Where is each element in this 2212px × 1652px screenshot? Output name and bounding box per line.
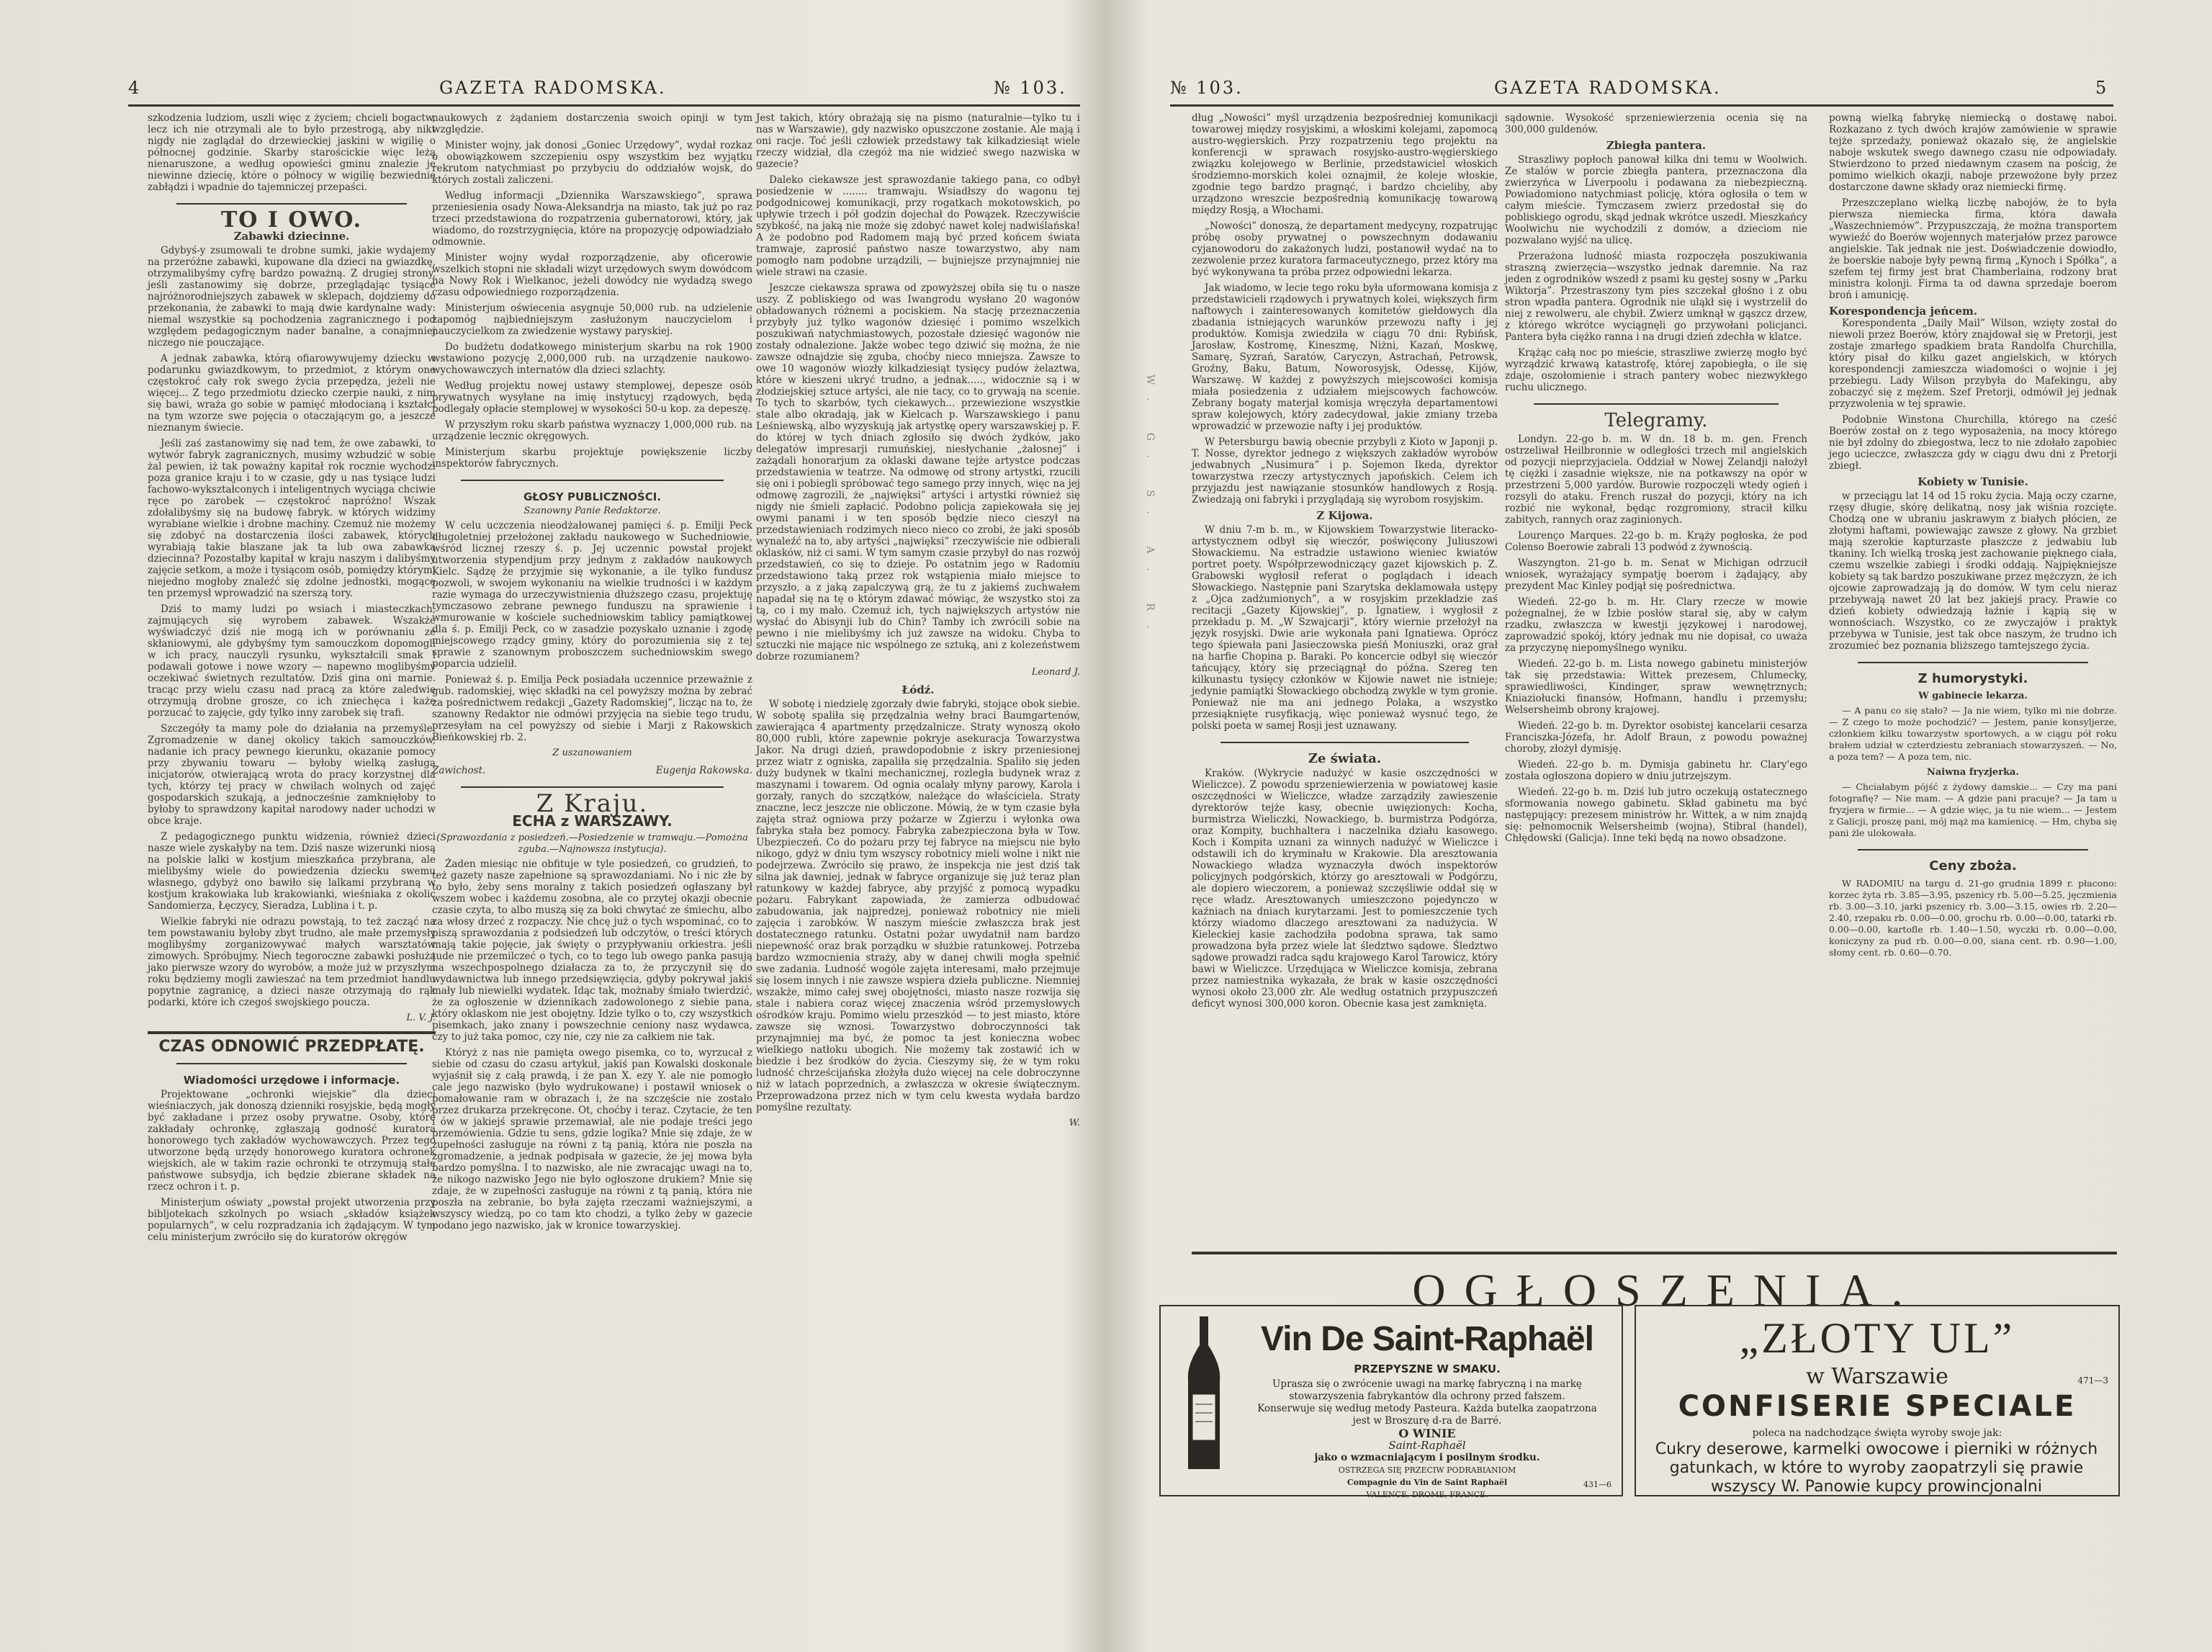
section-summary: (Sprawozdania z posiedzeń.—Posiedzenie w tramwaju.—Pomożna zguba.—Najnowsza instytucja). bbox=[436, 832, 748, 855]
col-paragraph: Podobnie Winstona Churchilla, którego na cześć Boerów został on z tego wyposażenia, na mocy którego nie był zdolny do zbiegostwa, lecz to nie zdołało zapobiec jego ucieczce, zwłaszcza gdy w ciągu dwu dni z Pretorji zbiegł. bbox=[1829, 414, 2117, 472]
col-paragraph: Korespondenta „Daily Mail” Wilson, wzięty został do niewoli przez Boerów, który znajdował się w Pretorji, jest zostaje zmarłego spadkiem brata Randolfa Churchilla, który pisał do kilku gazet angielskich, w których korespondencji zamieszcza wiadomości o wojnie i jej przebiegu. Lady Wilson przybyła do Mafekingu, aby zobaczyć się z mężem. Szef Pretorji, odmówił jej jednak przyzwolenia w tej sprawie. bbox=[1829, 318, 2117, 410]
right-column-3 bbox=[1829, 112, 2117, 963]
col-paragraph: Projektowane „ochronki wiejskie” dla dzieci wieśniaczych, jak donoszą dzienniki rosyjskie, będą mogły być zakładane i przez osoby prywatne. Osoby, które zakładały ochronkę, zgłaszają godność kuratora honorowego tych zakładów wychowawczych. Przez tego utworzone będą urzędy honorowego kuratora ochronek wiejskich, ale w takim razie ochronki te otrzymują stałe państwowe subsydja, ich będzie zbierane składek na rzecz ochron i t. p. bbox=[148, 1089, 436, 1193]
col-paragraph: Ponieważ ś. p. Emilja Peck posiadała uczennice przeważnie z gub. radomskiej, więc składki na cel powyższy można by zebrać za pośrednictwem redakcji „Gazety Radomskiej”, licząc na to, że szanowny Redaktor nie odmówi przyjęcia na siebie tego trudu, przesyłam na cel powyższy od siebie i Marji z Rakowskich Bieńkowskiej rb. 2. bbox=[432, 674, 752, 743]
ad-title: „ZŁOTY UL” bbox=[1739, 1314, 2015, 1362]
col-paragraph: — A panu co się stało? — Ja nie wiem, tylko mi nie dobrze. — Z czego to może pochodzić? — Jestem, panie konsyljerze, członkiem kilku towarzystw sportowych, a w ciągu pół roku brałem udział w czterdziestu zebraniach stowarzyszeń. — No, a poza tem? — A poza tem, nic. bbox=[1829, 705, 2117, 762]
section-heading: Telegramy. bbox=[1604, 410, 1708, 431]
section-heading: Ze świata. bbox=[1308, 751, 1382, 766]
col-paragraph: Żaden miesiąc nie obfituje w tyle posiedzeń, co grudzień, to też gazety nasze zapełnione są sprawozdaniami. No i nic złe by to było, żeby sens moralny z takich posiedzeń ogłaszany był wszem wobec i każdemu zosobna, ale co przytej okazji obecnie czasie czyta, to albo muszą się za boki chwytać ze śmiechu, albo za włosy drzeć z rozpaczy. Nie chcę już o tych wspominać, co to piszą sprawozdania z podsiedzeń lub odczytów, o treści których mają takie pojęcie, jak święty o przypływaniu orkiestra. jeśli tude nie przemilczeć o tych, co to tego lub owego panka pasują na wszechpospolnego działacza za to, że przyczynił się do wydawnictwa lub innego przedsięwzięcia, gdyby pokrywał jakiś mały lub niewielki wydatek. Idąc tak, możnaby śmiało twierdzić, że za ogłoszenie w dziennikach zadowolonego z siebie pana, który oklaskom nie jest obojętny. Idzie tylko o to, czy wszystkich pisemkach, jako znany i powszechnie ceniony nasz wydawca, czy to już taka pomoc, czy nie, czy nie za całkiem nie tak. bbox=[432, 858, 752, 1043]
col-paragraph: sądownie. Wysokość sprzeniewierzenia ocenia się na 300,000 guldenów. bbox=[1505, 112, 1807, 135]
telegram: Wiedeń. 22-go b. m. Dziś lub jutro oczekują ostatecznego sformowania nowego gabinetu. Skład gabinetu ma być następujący: prezesem ministrów hr. Wittek, a w nim znajdą się: pełnomocnik Welsersheimb (wojna), Stibral (handel), Chłędowski (Galicja). Inne teki będą na nowo obsadzone. bbox=[1505, 786, 1807, 844]
ad-zloty-ul bbox=[1635, 1305, 2120, 1496]
col-paragraph: Do budżetu dodatkowego ministerjum skarbu na rok 1900 wstawiono pozycję 2,000,000 rub. na urządzenie naukowo-wychowawczych internatów dla dzieci szlachty. bbox=[432, 341, 752, 376]
ad-line: jako o wzmacniającym i posilnym środku. bbox=[1314, 1452, 1540, 1463]
ad-line: O WINIE bbox=[1398, 1427, 1456, 1440]
section-heading: Wiadomości urzędowe i informacje. bbox=[183, 1074, 400, 1087]
ad-code: 471—3 bbox=[2077, 1375, 2108, 1386]
wine-bottle-icon bbox=[1178, 1315, 1230, 1473]
left-folio-number: 4 bbox=[128, 78, 142, 98]
right-folio-number: 5 bbox=[2095, 78, 2109, 98]
signature: Leonard J. bbox=[1031, 667, 1080, 678]
divider bbox=[1534, 403, 1779, 405]
divider bbox=[1858, 662, 2088, 663]
telegram: Wiedeń. 22-go b. m. Dymisja gabinetu hr. Clary'ego została ogłoszona dopiero w dniu jutrzejszym. bbox=[1505, 759, 1807, 782]
section-heading: Łódź. bbox=[902, 683, 935, 696]
section-heading: Z Kijowa. bbox=[1316, 509, 1373, 522]
closing: Z uszanowaniem bbox=[552, 748, 632, 758]
section-subheading: Naiwna fryzjerka. bbox=[1927, 767, 2019, 778]
divider bbox=[461, 786, 724, 788]
divider bbox=[176, 203, 407, 205]
ad-line: Uprasza się o zwrócenie uwagi na markę fabryczną i na markę stowarzyszenia fabrykantów dla ochrony przed fałszem. bbox=[1272, 1378, 1582, 1402]
divider bbox=[1220, 742, 1469, 743]
letter-signature bbox=[432, 765, 752, 776]
col-paragraph: Wielkie fabryki nie odrazu powstają, to też zacząć na tem powstawaniu byłoby zbyt trudno, ale małe przemysły moglibyśmy zorganizowywać małych warsztatów zimowych. Spróbujmy. Niech tegoroczne zabawki posłużą jako pierwsze wzory do wyrobów, a może już w przyszłym roku będziemy mogli zawieszać na tem przedmiot handlu popytnie zagranicę, a dzieci nasze otrzymają do rąk podarki, które ich czegoś swojskiego poucza. bbox=[148, 916, 436, 1008]
ad-city: w Warszawie bbox=[1806, 1364, 1948, 1389]
letter-salutation: Szanowny Panie Redaktorze. bbox=[523, 506, 661, 516]
col-paragraph: Ministerjum oświecenia asygnuje 50,000 rub. na udzielenie zapomóg najbiedniejszym zasłużonym nauczycielom i nauczycielkom za zwiedzenie wystawy paryskiej. bbox=[432, 302, 752, 337]
col-paragraph: Któryż z nas nie pamięta owego pisemka, co to, wyrzucał z siebie od czasu do czasu artykuł, jakiś pan Kowalski doskonale wyjaśnił się z całą prawdą, i że pan X. ezy Y. ale nie pomogło cale jego nazwisko (było wydrukowane) i postawił wniosek o pomałowanie ram w obrazach i, że na szczęście nie zostało przez drukarza przekręcone. Ot, choćby i teraz. Czytacie, że ten i ów w jakiejś sprawie przemawiał, ale nie podaje treści jego przemówienia. Gdzie tu sens, gdzie logika? Mnie się zdaje, że w zupełności zasługuje na równi z tą panią, która nie poszła na zgromadzenie, a jednak podpisała w gazecie, że jej mowa była bardzo pomyślna. I to nazwisko, ale nie zwracając uwagi na to, że nikogo nazwisko Jego nie było ogłoszone drukiem? Mnie się zdaje, że w zupełności zasługuje na równi z tą panią, która nie poszła na zebranie, bo była zajęta rzeczami ważniejszymi, a wszyscy wiedzą, po co tam kto chodzi, a tylko żeby w gazecie podano jego nazwisko, jak w kronice towarzyskiej. bbox=[432, 1047, 752, 1231]
left-issue-number: № 103. bbox=[994, 78, 1067, 98]
col-paragraph: powną wielką fabrykę niemiecką o dostawę naboi. Rozkazano z tych dwóch krajów zamówienie w sprawie tejże sprzedaży, ponieważ okazało się, że angielskie naboje wskutek swego dawnego czasu nie odpowiadały. Stwierdzono to przed niedawnym czasem na pościg, że pomimo wielkich okazji, naboje przewożone były przez dostarczone dawne składy oraz niemiecki firmę. bbox=[1829, 112, 2117, 193]
ad-line: VALENCE, DROME, FRANCE. bbox=[1366, 1490, 1488, 1499]
ad-code: 431—6 bbox=[1583, 1480, 1611, 1489]
ads-rule bbox=[1192, 1252, 2117, 1254]
col-paragraph: Według informacji „Dziennika Warszawskiego”, sprawa przeniesienia osady Nowa-Aleksandrja na miasto, tak już po raz trzeci przedstawiona do rozpatrzenia gubernatorowi, który, jak wiadomo, do rozstrzygnięcia, które na propozycję odpowiadziało odmownie. bbox=[432, 190, 752, 248]
col-paragraph: Jest takich, który obrażają się na pismo (naturalnie—tylko tu i nas w Warszawie), gdy nazwisko opuszczone zostanie. Ale mają i oni racje. Toć jeśli człowiek przedstawy tak kilkadziesiąt wiele rzeczy widział, dla czegóż ma nie widzieć swego nazwiska w gazecie? bbox=[756, 112, 1080, 170]
section-heading: TO I OWO. bbox=[220, 207, 363, 233]
ad-body bbox=[1247, 1378, 1607, 1501]
col-paragraph: „Nowości” donoszą, że departament medycyny, rozpatrując próbę osoby prywatnej o powszechnym dodawaniu cyjanowodoru do zakażonych ludzi, postanowił wydać na to zezwolenie przez kuratora farmaceutycznego, przez który ma być wykonywana ta próba przez odpowiedni lekarza. bbox=[1192, 220, 1498, 278]
col-paragraph: Gdybyś-y zsumowali te drobne sumki, jakie wydajemy na przeróżne zabawki, kupowane dla dzieci na gwiazdkę, otrzymalibyśmy cyfrę bardzo poważną. Z drugiej strony, jeśli zastanowimy się dobrze, przeglądając tysiące najróżnorodniejszych zabawek w sklepach, dojdziemy do przekonania, że zabawki to mają dwie kardynalne wady: niemal wszystkie są pochodzenia zagranicznego i pod względem pedagogicznym nader banalne, a conajmniej niczego nie pouczające. bbox=[148, 245, 436, 349]
ad-line: OSTRZEGA SIĘ PRZECIW PODRABIANIOM bbox=[1338, 1465, 1516, 1475]
signature: L. V. J. bbox=[406, 1013, 436, 1023]
telegram: Waszyngton. 21-go b. m. Senat w Michigan odrzucił wniosek, wyrażający sympatję boerom i żądający, aby prezydent Mac Kinley podjął się pośrednictwa. bbox=[1505, 557, 1807, 592]
col-paragraph: W przyszłym roku skarb państwa wyznaczy 1,000,000 rub. na urządzenie lecznic okręgowych. bbox=[432, 419, 752, 442]
telegram: Wiedeń. 22-go b. m. Hr. Clary rzecze w mowie pożegnalnej, że w Izbie posłów starał się, aby w całym rzadku, zwłaszcza w kwestji językowej i narodowej, zaprowadzić spokój, który jednak mu nie dopisał, co uważa za przyczynę niepomyślnego wyniku. bbox=[1505, 596, 1807, 654]
col-paragraph: Ministerjum oświaty „powstał projekt utworzenia przy bibljotekach szkolnych po wsiach „składów książek popularnych”, w celu rozpradzania ich żądającym. W tym celu ministerjum zwróciło się do kuratorów okręgów bbox=[148, 1197, 436, 1243]
col-paragraph: Jeszcze ciekawsza sprawa od zpowyższej obiła się tu o nasze uszy. Z pobliskiego od was Iwangrodu wysłano 20 wagonów obładowanych różnemi a pociskiem. Na stację przeznaczenia przybyły już tylko wagonów dziesięć i pomimo wszelkich poszukiwań natychmiastowych, pozostałe dziesięć wagonów nie zostały odnalezione. Jakże wobec tego dziwić się można, że nie zawsze odnajdzie się zguba, choćby nieco mniejsza. Zawsze to owe 10 wagonów wiozły kilkadziesiąt tysięcy pudów żelaztwa, które w kieszeni ukryć trudno, a jednak....., widocznie są i w złodziejskiej sztuce artyści, ale nie tacy, co to grywają na scenie. To tych to skarbów, tych ciekawych... przewiezione wszystkie stale albo okradają, jak w Kielcach p. Warszawskiego i panu Leśniewską, albo wyzyskują jak artystkę opery warszawskiej p. F. do której w tych dniach zgłosiło się dwóch żydków, jako delegatów impresarji rumuńskiej, niesłychanie „żałosnej” i zażądali honorarjum za oklaski dawane tejże artystce podczas przedstawienia w teatrze. Na odmowę od strony artystki, rzucili się oni i pobiegli spróbować tego samego przy innych, więc na jej odmowę zagrozili, że „najwięksi” artyści i artystki również się nigdy nie śmieli zapłacić. Podobno policja zapiekowała się jej owymi panami i w ten sposób będzie nieco cieszył na przedstawieniach rodzimych nieco nieco co zrobi, że jaki sposób wynaleźć na to, aby artyści „najwięksi” rzeczywiście nie odbierali oklasków, niż ci sami. W tym samym czasie przybył do nas rozwój przedstawień, co się to dzieje. Po ostatnim jego w Radomiu przedstawiono taką przez rok wstąpienia miało miejsce to przyszło, a z jaką zapalczywą grą, że tu z jakiemś zuchwałem napadał się na tę o którym zdawać mówiąc, że wszystko stoi za tą, co i my mało. Czemuż ich, tych największych artystów nie wysłać do Abisynji lub do Chin? Tamby ich zwrócili sobie na pewno i nie mielibyśmy ich już zawsze na widoku. Chyba to sztuczki nie mające nic wspólnego ze sztuką, ani z kolezeństwem dobrze rozumianem? bbox=[756, 282, 1080, 663]
ad-intro: poleca na nadchodzące święta wyroby swoje jak: bbox=[1752, 1427, 2002, 1439]
col-paragraph: — Chciałabym pójść z żydowy damskie... — Czy ma pani fotografię? — Nie mam. — A gdzie pani pracuje? — Ja tam u fryzjera w firmie... — A gdzie więc, ja tu nie wiem... — Jestem z Galicji, proszę pani, mój mąż ma kamienicę. — Hm, chyba się pani żle ulokowała. bbox=[1829, 781, 2117, 838]
section-subheading: W gabinecie lekarza. bbox=[1918, 691, 2028, 701]
ad-line: Saint-Raphaël bbox=[1388, 1439, 1466, 1452]
right-column-2 bbox=[1505, 112, 1807, 848]
signature-name: Eugenja Rakowska. bbox=[655, 765, 752, 776]
col-paragraph: Jak wiadomo, w lecie tego roku była uformowana komisja z przedstawicieli rządowych i prywatnych kolei, większych firm naftowych i zainteresowanych komitetów giełdowych dla zbadania istniejących warunków przewozu nafty i jej produktów. Komisja zwiedziła w ciągu 70 dni: Rybińsk, Jarosław, Kostromę, Kineszmę, Niżni, Kazań, Moskwę, Samarę, Syzrań, Saratów, Caryczyn, Astrachań, Petrowsk, Groźny, Baku, Batum, Noworosyjsk, Odessę, Kijów, Warszawę. W każdej z powyższych miejscowości komisja miała posiedzenia z udziałem miejscowych fachowców. Zebrany bogaty materjał komisja wręczyła departamentowi spraw kolejowych, który zadecydował, jakie zmiany trzeba wprowadzić w przewozie nafty i jej produktów. bbox=[1192, 282, 1498, 432]
col-paragraph: Dziś to mamy ludzi po wsiach i miasteczkach, zajmujących się wyrobem zabawek. Wszakże wyświadczyć dziś nie mogą ich w porównaniu ze skłaniowymi, ale gdybyśmy tym samouczkom dopomogli w ich pracy, nauczyli rysunku, wykształcili smak i podawali gotowe i nowe wzory — napewno moglibyśmy oczekiwać świetnych rezultatów. Dziś gina oni marnie. tracąc przy wielu czasu nad pracą za które zaledwie otrzymują drobne grosze, co ich zniechęca i każe porzucać to zajęcie, gdy tylko inny zarobek się trafi. bbox=[148, 603, 436, 719]
col-paragraph: Szczegóły ta mamy pole do działania na przemyśle. Zgromadzenie w danej okolicy takich samouczków, nadanie ich pracy pewnego kierunku, okazanie pomocy przy zbywaniu towaru — byłoby wielką zasługą inicjatorów, otwierającą wrota do pracy korzystnej dla tych, którzy tej pracy w chwilach wolnych od zajęć gospodarskich szukają, a jednocześnie zamknięłoby to byłoby to sprawdzony kapitał narodowy nader uchodzi w obce kraje. bbox=[148, 723, 436, 827]
ad-subtitle: PRZEPYSZNE W SMAKU. bbox=[1354, 1363, 1501, 1375]
ad-line: Compagnie du Vin de Saint Raphaël bbox=[1346, 1478, 1508, 1487]
col-paragraph: W Petersburgu bawią obecnie przybyli z Kioto w Japonji p. T. Nosse, dyrektor jednego z większych zakładów wyrobów jedwabnych „Nusimura” i p. Sojemon Ikeda, dyrektor towarzystwa rzeczy artystycznych japońskich. Celem ich przyjazdu jest nawiązanie stosunków handlowych z Rosją. Zwiedzają oni fabryki i przyglądają się wyrobom rosyjskim. bbox=[1192, 436, 1498, 506]
divider bbox=[176, 1063, 407, 1064]
grain-prices: W RADOMIU na targu d. 21-go grudnia 1899 r. płacono: korzec żyta rb. 3.85—3.95, pszenicy rb. 5.00—5.25, jęczmienia rb. 3.00—3.10, jarki pszenicy rb. 3.00—3.15, owies rb. 2.20—2.40, rzepaku rb. 0.00—0.00, grochu rb. 0.00—0.00, tatarki rb. 0.00—0.00, kartofle rb. 1.40—1.50, wyczki rb. 0.00—0.00, koniczyny za pud rb. 0.00—0.00, siana cent. rb. 0.90—1.00, słomy cent. rb. 0.60—0.70. bbox=[1829, 878, 2117, 958]
ad-title: Vin De Saint-Raphaël bbox=[1261, 1320, 1593, 1358]
divider bbox=[461, 480, 724, 481]
section-heading: Ceny zboża. bbox=[1929, 858, 2017, 874]
ads-banner: OGŁOSZENIA. bbox=[1412, 1265, 1922, 1316]
left-column-1 bbox=[148, 112, 436, 1247]
divider bbox=[1858, 849, 2088, 850]
col-paragraph: Daleko ciekawsze jest sprawozdanie takiego pana, co odbył posiedzenie w ........ tramwaju. Wsiadłszy do wagonu tej podgodnicowej komunikacji, przy rogatkach mokotowskich, po upływie trzech i pół godzin dojechał do Powązek. Rzeczywiście szybkość, na jaką nie może się zdobyć nawet kolej nadwiślańska! A że podobno pod Radomem mają być przed końcem świata tramwaje, zaprosić państwo nasze towarzystwo, aby nam pomogło nam podobne urządzili, — bujniejsze przynajmniej nie wiele strawi na czasie. bbox=[756, 174, 1080, 278]
gutter-marks: W. G. S. A. R. bbox=[1144, 374, 1156, 643]
signature-place: Zawichost. bbox=[432, 765, 486, 776]
telegram: Lourenço Marques. 22-go b. m. Krąży pogłoska, że pod Colenso Boerowie zabrali 13 podwód z żywnością. bbox=[1505, 530, 1807, 553]
col-paragraph: Z pedagogicznego punktu widzenia, również dzieci nasze wiele zyskałyby na tem. Dziś nasze wizerunki niosą na polskie lalki w kostjum mieszkańca przybrana, ale mielibyśmy wiele do powiedzenia dziecku swemu własnego, gdybyż ono bawiło się lalkami przybraną w kostjum krakowiaka lub krakowianki, wieśniaka z okolic Sandomierza, Łęczycy, Sieradza, Lublina i t. p. bbox=[148, 831, 436, 912]
col-paragraph: Minister wojny, jak donosi „Goniec Urzędowy”, wydał rozkaz o obowiązkowem szczepieniu ospy wszystkim bez wyjątku rekrutom natychmiast po przybyciu do oddziałów wojsk, do których zostali zaliczeni. bbox=[432, 140, 752, 186]
col-paragraph: Ministerjum skarbu projektuje powiększenie liczby inspektorów fabrycznych. bbox=[432, 446, 752, 470]
renewal-notice: CZAS ODNOWIĆ PRZEDPŁATĘ. bbox=[158, 1038, 425, 1056]
signature: W. bbox=[1069, 1118, 1080, 1128]
section-heading: Korespondencja jeńcem. bbox=[1829, 305, 1978, 318]
section-heading: GŁOSY PUBLICZNOŚCI. bbox=[523, 490, 662, 503]
section-heading: Z humorystyki. bbox=[1917, 671, 2028, 686]
col-paragraph: W dniu 7-m b. m., w Kijowskiem Towarzystwie literacko-artystycznem odbył się wieczór, poświęcony Juliuszowi Słowackiemu. Na estradzie ustawiono wieniec kwiatów portret poety. Współprzewodniczący gazet kijowskich p. Z. Grabowski wygłosił referat o poglądach i ideach Słowackiego. Następnie pani Szarytska deklamowała ustępy z „Ojca zadżumionych”, a w rosyjskim przekładzie zaś recitacji „Gazety Kijowskiej”, p. Ignatiew, i wygłosił z przekładu p. M. „W Szwajcarji”, który wiernie przełożył na język rosyjski. Dwie arie wykonała pani Ignatiewa. Oprócz tego śpiewała pani Jasieczowska pieśń Moniuszki, oraz grał na harfie Chopina p. Baraki. Po koncercie odbył się wieczór tańcujący, który się przeciągnął do późna. Szereg ten kilkunastu tysięcy członków w Kijowie nawet nie istnieje; jedynie pamiątki Słowackiego obchodzą zwykle w tym gronie. Ponieważ nie ma ani jednego Polaka, a wszystko przesiąknięte rusyfikacją, więc ponieważ wysnuć tego, że polski poeta w samej Rosji jest uznawany. bbox=[1192, 524, 1498, 732]
left-masthead: GAZETA RADOMSKA. bbox=[439, 78, 667, 98]
right-header-rule bbox=[1170, 104, 2113, 107]
section-heading: Z Kraju. bbox=[536, 789, 649, 818]
telegram: Wiedeń. 22-go b. m. Dyrektor osobistej kancelarii cesarza Franciszka-Józefa, hr. Adolf Braun, z powodu poważnej choroby, złożył dymisję. bbox=[1505, 720, 1807, 755]
section-subheading: ECHA z WARSZAWY. bbox=[512, 812, 673, 830]
col-paragraph: W sobotę i niedzielę zgorzały dwie fabryki, stojące obok siebie. W sobotę spaliła się przędzalnia wełny braci Baumgartenów, zawierająca 4 apartmenty przędzalnicze. Straty wynoszą około 80,000 rubli, które zapewnie pokryje asekuracja Towarzystwa Jakor. Na drugi dzień, prawdopodobnie z iskry przeniesionej przez wiatr z ogniska, zapaliła się przędzalnia. Spaliło się jeden duży budynek w tkalni mechanicznej, rozległa budynek wraz z maszynami i towarem. Od ognia ocalały młyny parowy, Karola i gorzały, ranych do szczątków, należące do właściciela. Straty znaczne, lecz jeszcze nie obliczone. Mówią, że w tym czasie była zajęta straż ogniowa przy pożarze w Zgierzu i wyłonka owa fabryka stała bez pomocy. Fabryka zabezpieczona była w Tow. Ubezpieczeń. Co do pożaru przy tej fabryce na miejscu nie było nikogo, gdyż w dniu tym wszyscy robotnicy mieli wolne i nikt nie podejrzewa. Zwróciło się prawo, że inspekcja nie jest dziś tak silna jak dawniej, jednak w fabryce organizuje się już teraz plan ratunkowy w każdej fabryce, aby przyjść z pomocą wypadku pożaru. Fabrykant zapowiada, że zamierza odbudować zabudowania, jak najpredzej, ponieważ robotnicy nie mieli zajęcia i zarobków. W naszym mieście zwłaszcza brak jest dostatecznego ratunku. Ostatni pożar uwydatnił nam bardzo niepewność oraz brak porządku w służbie ratunkowej. Potrzeba bardzo wzmocnienia straży, aby w danej chwili mogła spełnić swe zadania. Ludność wogóle zajęta interesami, mało przejmuje się losem innych i nie zawsze wspiera dzieła publiczne. Niemniej wszakże, mimo całej swej obojętności, miasto nasze rozwija się stale i nabiera coraz więcej znaczenia wśród przemysłowych ośrodków kraju. Pomimo wielu przeszkód — to jest miasto, które zawsze się wznosi. Towarzystwo dobroczynności tak przynajmniej ma być, że pomoc ta jest konieczna wobec wielkiego natłoku ubogich. Nie możemy tak zostawić ich w biedzie i bez środków do życia. Cieszymy się, że w tym roku ludność chrześcijańska złożyła dużo więcej na cele dobroczynne niż w latach poprzednich, a zwłaszcza w okresie świątecznym. Przeprowadzona przez nich w tym celu kwesta wydała bardzo pomyślne rezultaty. bbox=[756, 699, 1080, 1113]
col-paragraph: dług „Nowości” myśl urządzenia bezpośredniej komunikacji towarowej między rosyjskimi, a włoskimi kolejami, zapomocą austro-węgierskich. Przy rozpatrzeniu tego projektu na konferencji w sprawach rosyjsko-austro-węgierskiego związku kolejowego w Berlinie, przedstawiciel włoskich środziemno-morskich kolei oznajmił, że koleje włoskie, zgodnie tego bardzo pragnąć, i bardzo chcieliby, aby urządzono wreszcie bezpośrednią komunikację towarową między Rosją, a Włochami. bbox=[1192, 112, 1498, 216]
section-subheading: Zabawki dziecinne. bbox=[233, 230, 350, 243]
left-header-rule bbox=[128, 104, 1080, 107]
col-paragraph: Jeśli zaś zastanowimy się nad tem, że owe zabawki, to wytwór fabryk zagranicznych, musimy wzbudzić w sobie żal pewien, iż tak poważny kapitał rok rocznie wychodzi poza granice kraju i to w czasie, gdy u nas tysiące ludzi fachowo-wykształconych i inteligentnych wyciąga chciwie ręce po zarobek — częstokroć napróżno! Wszak zdołalibyśmy się na budowę fabryk. w których widzimy wyrabiane wielkie i drobne machiny. Czemuż nie możemy się zdobyć na dostarczenia ilości zabawek, których wyrabiają takie blaszane jak ta lub owa zabawka dziecinna? Pozostałby kapitał w kraju naszym i dalibyśmy zajęcie setkom, a może i tysiącom osób, pomiędzy którymi niejedno mogłoby znaleźć się zdolne jednostki, mogące ten przemysł wprowadzić na szerszą tory. bbox=[148, 438, 436, 599]
col-paragraph: szkodzenia ludziom, uszli więc z życiem; chcieli bogactw, lecz ich nie otrzymali ale to było przestrogą, aby nikt nigdy nie zaglądał do drzewieckiej jaskini w wigilię o północnej godzinie. Skarby starościckie więc leżą nienaruszone, a według opowieści gminu znalezie je niewinne dziecię, które o północy w wigilię bezwiednie zabłądzi i wpadnie do tajemniczej przepaści. bbox=[148, 112, 436, 193]
telegram: Wiedeń. 22-go b. m. Lista nowego gabinetu ministerjów tak się przedstawia: Wittek prezesem, Chlumecky, sprawiedliwości, Kindinger, spraw wewnętrznych; Kniaziołucki finansów, Hofmann, handlu i przemysłu; Welsersheimb obrony krajowej. bbox=[1505, 658, 1807, 716]
ad-line: Konserwuje się według metody Pasteura. Każda butelka zaopatrzona jest w Broszurę d-ra de Barré. bbox=[1257, 1403, 1597, 1427]
left-column-2 bbox=[432, 112, 752, 1236]
right-column-1 bbox=[1192, 112, 1498, 1014]
telegram: Londyn. 22-go b. m. W dn. 18 b. m. gen. French ostrzeliwał Heilbronnie w odległości trzech mil angielskich od pozycji nieprzyjaciela. Oddział w Nowej Zelandji nałożył tę ciężki i zasadnie większe, nie na potkawszy na opór w przestrzeni 5,000 yardów. Burowie rozpoczęli wtedy ogień i rozsyli do ataku. French ruszał do pozycji, który na ich rozbić nie wykonał, będąc rozgromiony, stracił kilku zabitych, rannych oraz zaginionych. bbox=[1505, 434, 1807, 526]
right-masthead: GAZETA RADOMSKA. bbox=[1494, 78, 1722, 98]
col-paragraph: Minister wojny wydał rozporządzenie, aby oficerowie wszelkich stopni nie składali wizyt urzędowych swym dowódcom na Nowy Rok i Wielkanoc, jeżeli dowódcy nie wydadzą swego czasu odpowiedniego rozporządzenia. bbox=[432, 252, 752, 298]
right-issue-number: № 103. bbox=[1170, 78, 1244, 98]
col-paragraph: Przeszczeplano wielką liczbę nabojów, że to była pierwsza niemiecka firma, która dawała „Waszechniemów”. Przypuszczają, że można transportem wywieźć do Boerów wojennych materjałów przez parowce angielskie. Tak jednak nie jest. Doświadczenie dowiodło, że boerskie naboje były pewną firmą „Kynoch i Spółka”, a szefem tej firmy jest brat Chamberlaina, rodzony brat ministra kolonji. Firma ta od dawna sprzedaje boerom broń i amunicję. bbox=[1829, 197, 2117, 301]
col-paragraph: W celu uczczenia nieodżałowanej pamięci ś. p. Emilji Peck długoletniej przełożonej zakładu naukowego w Suchedniowie, wśród licznej rzeszy ś. p. Jej uczennic powstał projekt utworzenia stypendjum przy jednym z zakładów naukowych Kielc. Sądzę że przyjmie się wykonanie, a ile tylko fundusz pozwoli, w swojem wykonaniu na wielkie trudności i w każdym razie wymaga do urzeczywistnienia dłuższego czasu, projektuję tymczasowo zebrane pewnego funduszu na sprawienie i wmurowanie w kościele suchedniowskim tablicy pamiątkowej dla ś. p. Emilji Peck, co w zasadzie pozyskało uznanie i zgodę miejscowego rządcy gminy, który do porozumienia się z tej sprawie z szanownym proboszczem suchedniowskim swego poparcia udzielił. bbox=[432, 520, 752, 670]
col-paragraph: Przerażona ludność miasta rozpoczęła poszukiwania straszną zwierzęcia—wszystko jednak daremnie. Na raz jeden z ogrodników wszedł z psami ku gęstej sosny w „Parku Wiktorja”. Przestraszony tym pies szczekał głośno i z obu stron wpadła pantera. Ogrodnik nie uląkł się i wystrzelił do niej z rewolweru, ale chybił. Zwierz umknął w gąszcz drzew, z którego wkrótce wyciągnęli go przywołani policjanci. Pantera była ciężko ranna i na drugi dzień zdechła w klatce. bbox=[1505, 251, 1807, 343]
section-heading: Zbiegła pantera. bbox=[1606, 139, 1707, 152]
section-heading: Kobiety w Tunisie. bbox=[1917, 475, 2028, 488]
col-paragraph: Kraków. (Wykrycie nadużyć w kasie oszczędności w Wieliczce). Z powodu sprzeniewierzenia w powiatowej kasie oszczędności w Wieliczce, władze zarządziły zawieszenie dyrektorów tejże kasy, obecnie uwięzionych: Kocha, burmistrza Wieliczki, Nowackiego, b. burmistrza Podgórza, oraz Kompity, buchhaltera i naczelnika działu kasowego. Koch i Kompita uznani za winnych nadużyć w Wieliczce i odstawili ich do kryminału w Krakowie. Dla aresztowania Nowackiego władza wyznaczyła dwóch inspektorów policyjnych podgórskich, którzy go aresztowali w Podgórzu, ale dopiero wieczorem, a ponieważ szczęśliwie oddał się w ręce władz. Aresztowanych umieszczono pojedynczo w kaźniach na dniach kurytarzami. Jest to pomieszczenie tych którzy wiadomo dlaczego aresztowani za nadużycia. W Kieleckiej kasie zachodziła podobna sprawa, tak samo prowadzona była przez wiele lat śledztwo sądowe. Śledztwo sądowe prowadzi radca sądu krajowego Karol Tarowicz, który bawi w Wieliczce. Urzędująca w Wieliczce komisja, zebrana przez namiestnika wykazała, że brak w kasie oszczędności wynosi około 23,000 złr. Ale według ostatnich przypuszczeń deficyt wynosi 300,000 koron. Obecnie kasa jest zamknięta. bbox=[1192, 768, 1498, 1010]
col-paragraph: Straszliwy popłoch panował kilka dni temu w Woolwich. Ze stalów w porcie zbiegła pantera, przeznaczona dla zwierzyńca w Liverpoolu i podawana za niebezpieczną. Powiadomiono natychmiast policję, która ogłosiła o tem w całym mieście. Tymczasem zwierz przedostał się do pobliskiego ogrodu, skąd jednak wkrótce uszedł. Mieszkańcy Woolwichu nie wychodzili z domów, a dzieciom nie pozwalano wyjść na ulicę. bbox=[1505, 154, 1807, 246]
ad-confiserie: CONFISERIE SPECIALE bbox=[1678, 1390, 2077, 1423]
col-paragraph: Krążąc całą noc po mieście, straszliwe zwierzę mogło być wyrządzić krwawą katastrofę, której zapobiegła, o ile się zdaje, oszołomienie i strach pantery wobec niezwykłego ruchu ulicznego. bbox=[1505, 347, 1807, 393]
col-paragraph: Według projektu nowej ustawy stemplowej, depesze osób prywatnych wysyłane na imię instytucyj rządowych, będą podlegały opłacie stemplowej w wysokości 50-u kop. za depeszę. bbox=[432, 380, 752, 415]
col-paragraph: w przeciągu lat 14 od 15 roku życia. Mają oczy czarne, rzęsy długie, skórę delikatną, nosy jak wiśnia rozcięte. Chodzą one w ubraniu jaskrawym z białych płócien, ze złotymi haftami, powiewając zawsze z głowy. Na grzbiet mają szerokie kapturzaste płaszcze z jedwabiu lub tkaniny. Ich wielką troską jest zachowanie pięknego ciała, czemu wszelkie zabiegi i środki oddają. Najpiękniejsze kobiety są tak bardzo poszukiwane przez mężczyzn, że ich ojcowie zaprowadzają ją do domów. W tym celu nieraz przebywają nawet 20 lat bez jakiejś pracy. Prawie co dzień kobiety odwiedzają łaźnie i kąpią się w wonnościach. Wszystko, co ze zwyczajów i praktyk przebywa w Tunisie, jest tak obce naszym, że trudno ich zrozumieć bez poznania bliższego tamtejszego życia. bbox=[1829, 490, 2117, 652]
ad-body: Cukry deserowe, karmelki owocowe i pierniki w różnych gatunkach, w które to wyroby zaopatrzyli się prawie wszyscy W. Panowie kupcy prowincjonalni bbox=[1655, 1440, 2098, 1496]
ad-vin-saint-raphael bbox=[1159, 1305, 1623, 1499]
col-paragraph: A jednak zabawka, którą ofiarowywujemy dziecku w podarunku gwiazdkowym, to przedmiot, z którym one częstokroć cały rok swego życia przepędza, jeżeli nie więcej... Z tego przedmiotu dziecko czerpie nauki, z nim się bawi, wraża go sobie w pamięć młodocianą i kształci na tym wzorze swe pojęcia o otaczającym go, a jeszcze nieznanym świecie. bbox=[148, 353, 436, 434]
left-column-3 bbox=[756, 112, 1080, 1135]
divider bbox=[148, 1031, 436, 1034]
col-paragraph: naukowych z żądaniem dostarczenia swoich opinji w tym względzie. bbox=[432, 112, 752, 135]
